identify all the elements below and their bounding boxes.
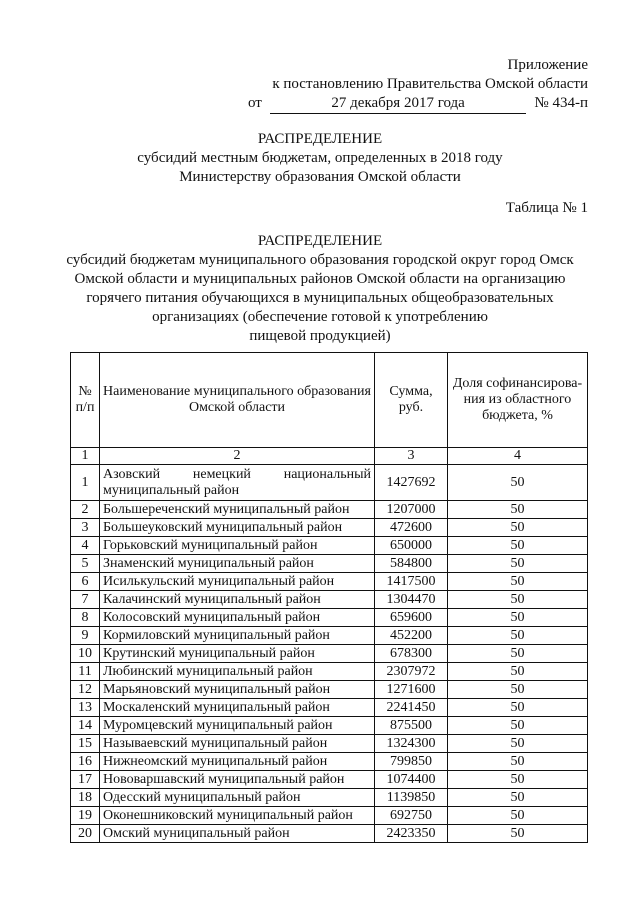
row-name: Называевский муниципальный район xyxy=(100,735,375,753)
row-amount: 472600 xyxy=(375,519,448,537)
row-name-part: муниципальный район xyxy=(103,482,240,498)
row-name xyxy=(100,465,375,501)
row-name: Калачинский муниципальный район xyxy=(100,591,375,609)
row-num: 16 xyxy=(71,753,100,771)
row-name: Нижнеомский муниципальный район xyxy=(100,753,375,771)
table-title xyxy=(0,232,640,346)
col-index: 2 xyxy=(100,448,375,465)
row-name: Москаленский муниципальный район xyxy=(100,699,375,717)
row-num: 18 xyxy=(71,789,100,807)
row-num: 12 xyxy=(71,681,100,699)
row-share: 50 xyxy=(448,537,588,555)
distribution-heading: РАСПРЕДЕЛЕНИЕ xyxy=(257,131,383,147)
table-row xyxy=(71,663,588,681)
row-amount: 650000 xyxy=(375,537,448,555)
row-name: Знаменский муниципальный район xyxy=(100,555,375,573)
table-row xyxy=(71,555,588,573)
row-name: Муромцевский муниципальный район xyxy=(100,717,375,735)
appendix-date-line xyxy=(248,94,588,114)
row-name-part: Азовский немецкий национальный xyxy=(103,466,371,482)
table-row xyxy=(71,753,588,771)
row-share: 50 xyxy=(448,807,588,825)
row-num: 15 xyxy=(71,735,100,753)
row-amount: 1427692 xyxy=(375,465,448,501)
row-name: Большереченский муниципальный район xyxy=(100,501,375,519)
row-name: Большеуковский муниципальный район xyxy=(100,519,375,537)
row-name: Марьяновский муниципальный район xyxy=(100,681,375,699)
row-name: Кормиловский муниципальный район xyxy=(100,627,375,645)
row-name: Омский муниципальный район xyxy=(100,825,375,843)
decree-date: 27 декабря 2017 года xyxy=(270,94,527,114)
table-number: Таблица № 1 xyxy=(505,200,588,216)
table-title-line: субсидий бюджетам муниципального образования городской округ город Омск xyxy=(66,252,574,268)
row-num: 14 xyxy=(71,717,100,735)
row-name: Горьковский муниципальный район xyxy=(100,537,375,555)
row-amount: 799850 xyxy=(375,753,448,771)
row-share: 50 xyxy=(448,699,588,717)
table-row xyxy=(71,573,588,591)
distribution-line-2: Министерству образования Омской области xyxy=(179,169,461,185)
row-num: 4 xyxy=(71,537,100,555)
row-amount: 2241450 xyxy=(375,699,448,717)
row-name: Одесский муниципальный район xyxy=(100,789,375,807)
row-share: 50 xyxy=(448,519,588,537)
table-title-line: Омской области и муниципальных районов Омской области на организацию xyxy=(74,271,566,287)
table-index-row xyxy=(71,448,588,465)
row-name: Нововаршавский муниципальный район xyxy=(100,771,375,789)
row-share: 50 xyxy=(448,753,588,771)
row-name: Оконешниковский муниципальный район xyxy=(100,807,375,825)
row-num: 8 xyxy=(71,609,100,627)
row-amount: 1324300 xyxy=(375,735,448,753)
row-amount: 678300 xyxy=(375,645,448,663)
row-num: 13 xyxy=(71,699,100,717)
row-amount: 692750 xyxy=(375,807,448,825)
table-row xyxy=(71,825,588,843)
row-num: 11 xyxy=(71,663,100,681)
row-amount: 452200 xyxy=(375,627,448,645)
table-row xyxy=(71,501,588,519)
row-num: 2 xyxy=(71,501,100,519)
table-row xyxy=(71,591,588,609)
row-num: 19 xyxy=(71,807,100,825)
row-num: 10 xyxy=(71,645,100,663)
distribution-title xyxy=(0,130,640,187)
row-num: 20 xyxy=(71,825,100,843)
row-share: 50 xyxy=(448,609,588,627)
subsidy-table xyxy=(70,352,588,843)
table-row xyxy=(71,735,588,753)
table-row xyxy=(71,537,588,555)
row-num: 9 xyxy=(71,627,100,645)
table-row xyxy=(71,771,588,789)
row-amount: 875500 xyxy=(375,717,448,735)
table-row xyxy=(71,681,588,699)
table-title-heading: РАСПРЕДЕЛЕНИЕ xyxy=(257,233,383,249)
row-amount: 2423350 xyxy=(375,825,448,843)
table-row xyxy=(71,519,588,537)
table-row xyxy=(71,807,588,825)
table-row xyxy=(71,609,588,627)
col-index: 4 xyxy=(448,448,588,465)
row-share: 50 xyxy=(448,465,588,501)
row-num: 6 xyxy=(71,573,100,591)
row-num: 5 xyxy=(71,555,100,573)
row-share: 50 xyxy=(448,645,588,663)
col-header-amount: Сумма, руб. xyxy=(375,353,448,448)
row-amount: 1207000 xyxy=(375,501,448,519)
row-name: Крутинский муниципальный район xyxy=(100,645,375,663)
row-share: 50 xyxy=(448,825,588,843)
col-header-num: № п/п xyxy=(71,353,100,448)
table-header-row xyxy=(71,353,588,448)
row-share: 50 xyxy=(448,735,588,753)
row-amount: 1304470 xyxy=(375,591,448,609)
row-num: 17 xyxy=(71,771,100,789)
row-share: 50 xyxy=(448,717,588,735)
from-label: от xyxy=(248,95,262,111)
col-header-name: Наименование муниципального образования Омской области xyxy=(100,353,375,448)
row-share: 50 xyxy=(448,789,588,807)
row-share: 50 xyxy=(448,501,588,519)
row-share: 50 xyxy=(448,681,588,699)
row-share: 50 xyxy=(448,663,588,681)
col-index: 1 xyxy=(71,448,100,465)
table-title-line: пищевой продукцией) xyxy=(249,328,391,344)
row-amount: 2307972 xyxy=(375,663,448,681)
row-num: 1 xyxy=(71,465,100,501)
table-row xyxy=(71,627,588,645)
col-index: 3 xyxy=(375,448,448,465)
appendix-decree: к постановлению Правительства Омской области xyxy=(272,76,588,92)
table-row xyxy=(71,717,588,735)
table-row xyxy=(71,789,588,807)
table-title-body xyxy=(0,251,640,346)
row-share: 50 xyxy=(448,771,588,789)
row-amount: 584800 xyxy=(375,555,448,573)
row-share: 50 xyxy=(448,573,588,591)
row-amount: 1139850 xyxy=(375,789,448,807)
table-row xyxy=(71,699,588,717)
table-title-line: организациях (обеспечение готовой к употреблению xyxy=(152,309,488,325)
table-row xyxy=(71,465,588,501)
decree-number: № 434-п xyxy=(534,95,588,111)
row-num: 7 xyxy=(71,591,100,609)
table-title-line: горячего питания обучающихся в муниципальных общеобразовательных xyxy=(86,290,554,306)
row-share: 50 xyxy=(448,591,588,609)
col-header-share: Доля софинансирова-ния из областного бюджета, % xyxy=(448,353,588,448)
row-amount: 1271600 xyxy=(375,681,448,699)
distribution-line-1: субсидий местным бюджетам, определенных в 2018 году xyxy=(137,150,503,166)
table-row xyxy=(71,645,588,663)
row-name: Любинский муниципальный район xyxy=(100,663,375,681)
row-share: 50 xyxy=(448,555,588,573)
row-amount: 1417500 xyxy=(375,573,448,591)
row-num: 3 xyxy=(71,519,100,537)
appendix-block xyxy=(248,56,588,114)
row-amount: 659600 xyxy=(375,609,448,627)
row-name: Колосовский муниципальный район xyxy=(100,609,375,627)
row-amount: 1074400 xyxy=(375,771,448,789)
appendix-title: Приложение xyxy=(507,57,588,73)
row-name: Исилькульский муниципальный район xyxy=(100,573,375,591)
row-share: 50 xyxy=(448,627,588,645)
